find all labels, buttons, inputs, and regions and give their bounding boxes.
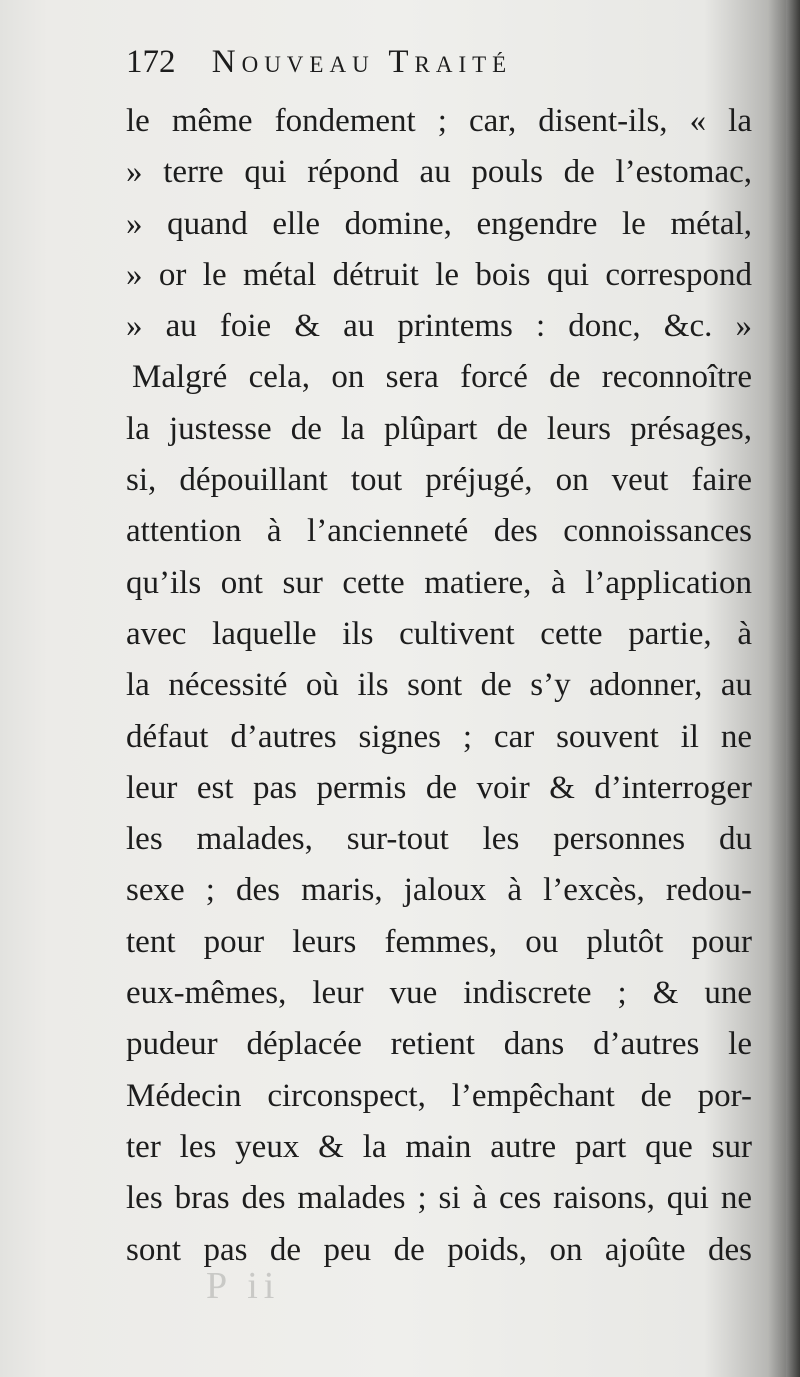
page-number: 172 (126, 44, 176, 80)
signature-mark: P ii (206, 1265, 281, 1307)
page-edge-shadow (786, 0, 800, 1377)
body-text (126, 96, 752, 1276)
text-line: sexe ; des maris, jaloux à l’excès, redou- (126, 872, 752, 909)
text-line: la justesse de la plûpart de leurs présages, (126, 410, 752, 447)
running-header (126, 44, 686, 90)
text-line: pudeur déplacée retient dans d’autres le (126, 1026, 752, 1063)
text-line: attention à l’ancienneté des connoissances (126, 513, 752, 550)
text-line: » terre qui répond au pouls de l’estomac, (126, 154, 752, 191)
text-line: Médecin circonspect, l’empêchant de por- (126, 1077, 752, 1114)
text-line: défaut d’autres signes ; car souvent il ne (126, 718, 752, 755)
text-line: si, dépouillant tout préjugé, on veut faire (126, 462, 752, 499)
text-line: la nécessité où ils sont de s’y adonner, au (126, 667, 752, 704)
text-line: qu’ils ont sur cette matiere, à l’application (126, 564, 752, 601)
text-line: tent pour leurs femmes, ou plutôt pour (126, 923, 752, 960)
text-line: Malgré cela, on sera forcé de reconnoître (132, 359, 752, 396)
text-line: leur est pas permis de voir & d’interroger (126, 769, 752, 806)
running-title: Nouveau Traité (211, 44, 513, 80)
text-line: le même fondement ; car, disent-ils, « la (126, 103, 752, 139)
text-line: ter les yeux & la main autre part que sur (126, 1128, 752, 1165)
text-line: les malades, sur-tout les personnes du (126, 821, 752, 858)
text-line: » au foie & au printems : donc, &c. » (126, 308, 752, 345)
text-line: » or le métal détruit le bois qui correspond (126, 256, 752, 293)
text-line: eux-mêmes, leur vue indiscrete ; & une (126, 975, 752, 1012)
text-line: sont pas de peu de poids, on ajoûte des (126, 1231, 752, 1268)
text-line: les bras des malades ; si à ces raisons, qui ne (126, 1180, 752, 1217)
text-line: » quand elle domine, engendre le métal, (126, 205, 752, 242)
text-line: avec laquelle ils cultivent cette partie, à (126, 615, 752, 652)
